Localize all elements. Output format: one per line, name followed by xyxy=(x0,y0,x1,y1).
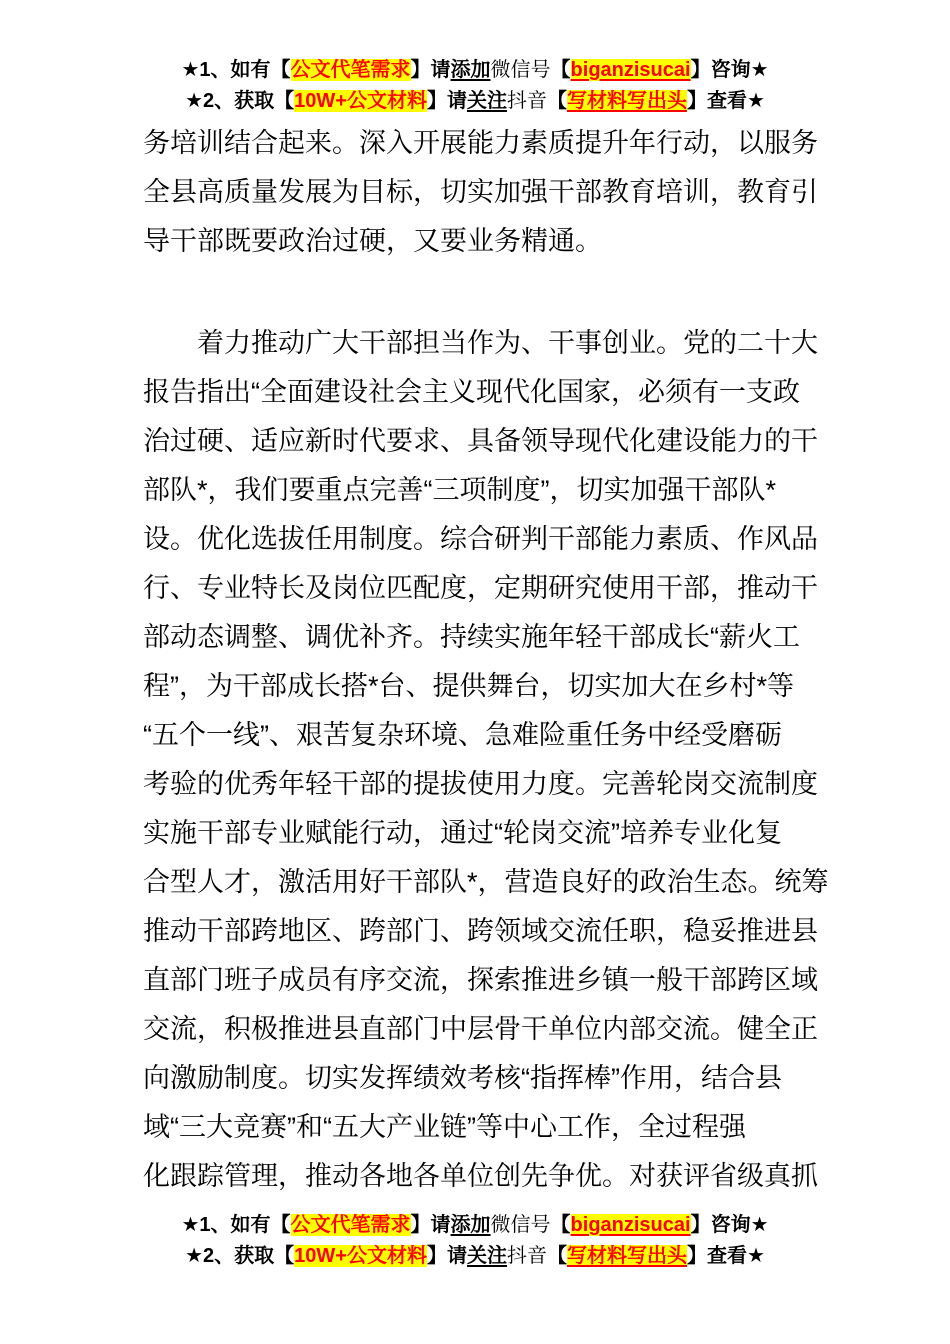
promo-highlight-wechat-id: biganzisucai xyxy=(570,1214,691,1236)
promo-text-suffix: 】查看★ xyxy=(686,1245,765,1267)
promo-underlined-text: 关注 xyxy=(466,1245,507,1267)
promo-text: 微信号 xyxy=(490,1214,551,1236)
body-line: 报告指出“全面建设社会主义现代化国家，必须有一支政 xyxy=(143,377,800,407)
body-line: 务培训结合起来。深入开展能力素质提升年行动，以服务 xyxy=(143,128,818,158)
body-line: 治过硬、适应新时代要求、具备领导现代化建设能力的干 xyxy=(143,426,818,456)
promo-footer xyxy=(0,1210,950,1272)
promo-text-suffix: 】咨询★ xyxy=(690,1214,769,1236)
promo-footer-line-1 xyxy=(0,1210,950,1241)
document-body xyxy=(143,119,829,1201)
promo-underlined-text: 关注 xyxy=(466,90,507,112)
promo-text-suffix: 】咨询★ xyxy=(690,59,769,81)
body-line: 程”，为干部成长搭*台、提供舞台，切实加大在乡村*等 xyxy=(143,671,795,701)
promo-highlight-service-need: 公文代笔需求 xyxy=(290,59,411,81)
promo-text: 微信号 xyxy=(490,59,551,81)
promo-text-bracket: 【 xyxy=(546,90,567,112)
promo-header xyxy=(0,0,950,117)
body-paragraph-2 xyxy=(143,319,829,1201)
body-line: “五个一线”、艰苦复杂环境、急难险重任务中经受磨砺 xyxy=(143,720,782,750)
promo-text-prefix: ★1、如有【 xyxy=(181,1214,291,1236)
body-line: 推动干部跨地区、跨部门、跨领域交流任职，稳妥推进县 xyxy=(143,916,818,946)
body-line: 部动态调整、调优补齐。持续实施年轻干部成长“薪火工 xyxy=(143,622,800,652)
promo-text: 】请 xyxy=(426,1245,467,1267)
body-line: 实施干部专业赋能行动，通过“轮岗交流”培养专业化复 xyxy=(143,818,782,848)
body-paragraph-1 xyxy=(143,119,818,266)
promo-footer-line-2 xyxy=(0,1241,950,1272)
body-line: 导干部既要政治过硬，又要业务精通。 xyxy=(143,226,602,256)
promo-text-suffix: 】查看★ xyxy=(686,90,765,112)
promo-text-bracket: 【 xyxy=(546,1245,567,1267)
body-line: 着力推动广大干部担当作为、干事创业。党的二十大 xyxy=(197,328,818,358)
promo-text-bracket: 【 xyxy=(550,59,571,81)
body-line: 域“三大竞赛”和“五大产业链”等中心工作，全过程强 xyxy=(143,1112,746,1142)
promo-highlight-materials: 10W+公文材料 xyxy=(294,1245,427,1267)
promo-text-prefix: ★1、如有【 xyxy=(181,59,291,81)
promo-header-line-2 xyxy=(0,86,950,117)
body-line: 部队*，我们要重点完善“三项制度”，切实加强干部队* xyxy=(143,475,776,505)
promo-highlight-service-need: 公文代笔需求 xyxy=(290,1214,411,1236)
promo-highlight-douyin-id: 写材料写出头 xyxy=(566,90,687,112)
promo-text: 抖音 xyxy=(506,90,547,112)
promo-highlight-materials: 10W+公文材料 xyxy=(294,90,427,112)
body-line: 化跟踪管理，推动各地各单位创先争优。对获评省级真抓 xyxy=(143,1161,818,1191)
body-line: 设。优化选拔任用制度。综合研判干部能力素质、作风品 xyxy=(143,524,818,554)
promo-highlight-douyin-id: 写材料写出头 xyxy=(566,1245,687,1267)
body-line: 交流，积极推进县直部门中层骨干单位内部交流。健全正 xyxy=(143,1014,818,1044)
promo-text-bracket: 【 xyxy=(550,1214,571,1236)
body-line: 向激励制度。切实发挥绩效考核“指挥棒”作用，结合县 xyxy=(143,1063,782,1093)
promo-text-prefix: ★2、获取【 xyxy=(185,90,295,112)
body-line: 全县高质量发展为目标，切实加强干部教育培训，教育引 xyxy=(143,177,818,207)
promo-text: 】请 xyxy=(426,90,467,112)
promo-text-prefix: ★2、获取【 xyxy=(185,1245,295,1267)
body-line: 考验的优秀年轻干部的提拔使用力度。完善轮岗交流制度 xyxy=(143,769,818,799)
promo-underlined-text: 添加 xyxy=(450,1214,491,1236)
promo-text: 】请 xyxy=(410,59,451,81)
body-line: 直部门班子成员有序交流，探索推进乡镇一般干部跨区域 xyxy=(143,965,818,995)
body-line: 行、专业特长及岗位匹配度，定期研究使用干部，推动干 xyxy=(143,573,818,603)
body-line: 合型人才，激活用好干部队*，营造良好的政治生态。统筹 xyxy=(143,867,829,897)
promo-underlined-text: 添加 xyxy=(450,59,491,81)
promo-text: 】请 xyxy=(410,1214,451,1236)
promo-text: 抖音 xyxy=(506,1245,547,1267)
promo-highlight-wechat-id: biganzisucai xyxy=(570,59,691,81)
promo-header-line-1 xyxy=(0,55,950,86)
